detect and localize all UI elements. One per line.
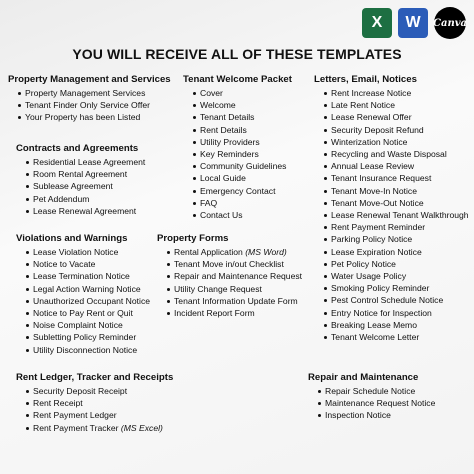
list-item: Cover [193, 87, 292, 99]
list-item: Tenant Insurance Request [324, 172, 469, 184]
item-list [308, 385, 435, 422]
list-item: Lease Termination Notice [26, 270, 150, 282]
list-item: Lease Expiration Notice [324, 246, 469, 258]
list-item: Rent Payment Ledger [26, 409, 173, 421]
list-item: Key Reminders [193, 148, 292, 160]
item-list [157, 246, 302, 319]
list-item: Tenant Information Update Form [167, 295, 302, 307]
list-item: Pest Control Schedule Notice [324, 294, 469, 306]
list-item: Recycling and Waste Disposal [324, 148, 469, 160]
list-item: Local Guide [193, 172, 292, 184]
page-title: YOU WILL RECEIVE ALL OF THESE TEMPLATES [72, 46, 402, 62]
list-item: Late Rent Notice [324, 99, 469, 111]
list-item: Utility Disconnection Notice [26, 344, 150, 356]
list-item: Subletting Policy Reminder [26, 331, 150, 343]
list-item: Welcome [193, 99, 292, 111]
list-item [26, 422, 173, 434]
section-heading: Contracts and Agreements [16, 143, 139, 154]
list-item: Repair and Maintenance Request [167, 270, 302, 282]
section-heading: Tenant Welcome Packet [183, 74, 292, 85]
list-item: Rent Receipt [26, 397, 173, 409]
section-contracts [16, 143, 145, 217]
section-welcome-packet [183, 74, 292, 221]
list-item: Pet Addendum [26, 193, 145, 205]
list-item: Tenant Move-In Notice [324, 185, 469, 197]
list-item: Breaking Lease Memo [324, 319, 469, 331]
list-item: Emergency Contact [193, 185, 292, 197]
list-item: Notice to Vacate [26, 258, 150, 270]
section-letters [314, 74, 469, 343]
list-item: Community Guidelines [193, 160, 292, 172]
list-item: Lease Renewal Tenant Walkthrough [324, 209, 469, 221]
list-item: Repair Schedule Notice [318, 385, 435, 397]
list-item: Water Usage Policy [324, 270, 469, 282]
list-item: Contact Us [193, 209, 292, 221]
list-item: Incident Report Form [167, 307, 302, 319]
list-item: Utility Change Request [167, 283, 302, 295]
list-item: Smoking Policy Reminder [324, 282, 469, 294]
section-heading: Violations and Warnings [16, 233, 128, 244]
list-item: Annual Lease Review [324, 160, 469, 172]
word-icon: W [398, 8, 428, 38]
item-list [314, 87, 469, 343]
list-item: Lease Renewal Agreement [26, 205, 145, 217]
list-item: Notice to Pay Rent or Quit [26, 307, 150, 319]
list-item: Maintenance Request Notice [318, 397, 435, 409]
list-item: Lease Renewal Offer [324, 111, 469, 123]
format-note: (MS Excel) [120, 422, 163, 433]
section-heading: Repair and Maintenance [308, 372, 419, 383]
item-list [183, 87, 292, 221]
list-item: Rent Details [193, 124, 292, 136]
section-repair [308, 372, 435, 422]
list-item: Rent Increase Notice [324, 87, 469, 99]
section-heading: Letters, Email, Notices [314, 74, 417, 85]
list-item: Entry Notice for Inspection [324, 307, 469, 319]
canva-icon: Canva [434, 7, 466, 39]
section-rent-ledger [16, 372, 173, 434]
list-item: Your Property has been Listed [18, 111, 171, 123]
list-item: Legal Action Warning Notice [26, 283, 150, 295]
list-item: Tenant Details [193, 111, 292, 123]
list-item: Property Management Services [18, 87, 171, 99]
list-item: Utility Providers [193, 136, 292, 148]
section-heading: Rent Ledger, Tracker and Receipts [16, 372, 174, 383]
list-item: Pet Policy Notice [324, 258, 469, 270]
excel-icon: X [362, 8, 392, 38]
item-label: Rental Application [174, 247, 243, 257]
app-icons [362, 7, 466, 39]
list-item: Sublease Agreement [26, 180, 145, 192]
list-item: Security Deposit Refund [324, 124, 469, 136]
section-property-forms [157, 233, 302, 319]
list-item: Tenant Finder Only Service Offer [18, 99, 171, 111]
item-label: Rent Payment Tracker [33, 422, 119, 433]
section-property-management [8, 74, 171, 124]
list-item: Residential Lease Agreement [26, 156, 145, 168]
format-note: (MS Word) [245, 247, 287, 257]
list-item [167, 246, 302, 258]
section-heading: Property Management and Services [8, 74, 171, 85]
item-list [16, 246, 150, 356]
list-item: Rent Payment Reminder [324, 221, 469, 233]
item-list [8, 87, 171, 124]
list-item: FAQ [193, 197, 292, 209]
section-violations [16, 233, 150, 356]
section-heading: Property Forms [157, 233, 229, 244]
list-item: Unauthorized Occupant Notice [26, 295, 150, 307]
list-item: Inspection Notice [318, 409, 435, 421]
list-item: Tenant Welcome Letter [324, 331, 469, 343]
list-item: Noise Complaint Notice [26, 319, 150, 331]
list-item: Winterization Notice [324, 136, 469, 148]
list-item: Room Rental Agreement [26, 168, 145, 180]
list-item: Tenant Move-Out Notice [324, 197, 469, 209]
list-item: Parking Policy Notice [324, 233, 469, 245]
list-item: Tenant Move in/out Checklist [167, 258, 302, 270]
list-item: Lease Violation Notice [26, 246, 150, 258]
item-list [16, 385, 173, 434]
list-item: Security Deposit Receipt [26, 385, 173, 397]
item-list [16, 156, 145, 217]
